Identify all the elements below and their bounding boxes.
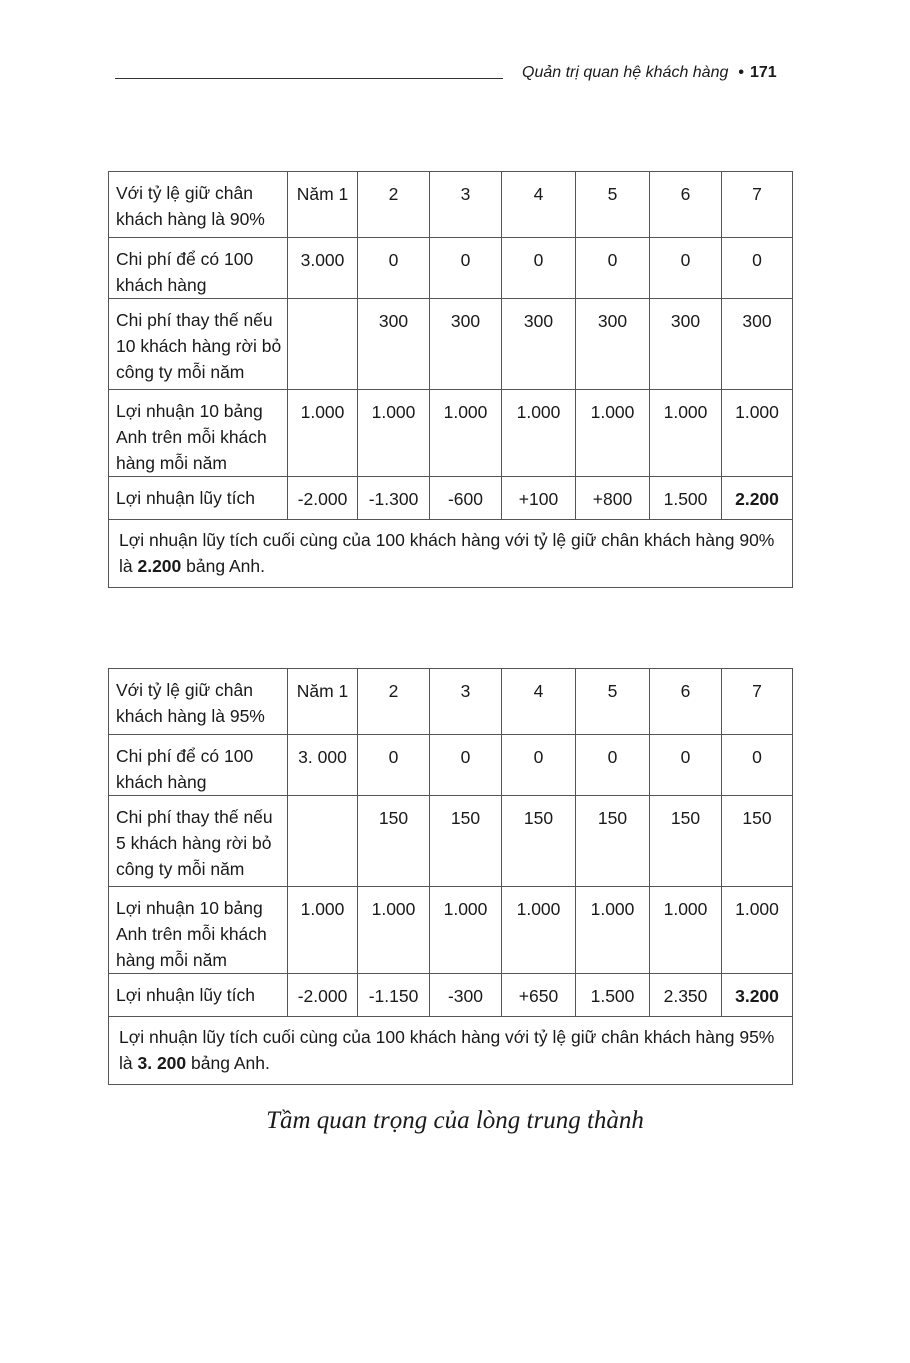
header-cell: Năm 1 xyxy=(288,172,358,238)
table-cell xyxy=(288,299,358,390)
retention-95-table xyxy=(108,668,793,1085)
table-cell: 0 xyxy=(430,735,502,796)
table-cell: 300 xyxy=(722,299,793,390)
header-cell: Năm 1 xyxy=(288,669,358,735)
table-cell: 0 xyxy=(502,238,576,299)
table-row xyxy=(109,390,793,477)
row-label: Chi phí để có 100 khách hàng xyxy=(109,735,288,796)
table-cell: 2.200 xyxy=(722,477,793,520)
table-cell: 2.350 xyxy=(650,974,722,1017)
summary-row xyxy=(109,520,793,588)
row-label: Chi phí thay thế nếu 5 khách hàng rời bỏ công ty mỗi năm xyxy=(109,796,288,887)
table-row xyxy=(109,796,793,887)
table-cell: -1.150 xyxy=(358,974,430,1017)
table-cell: 1.000 xyxy=(502,887,576,974)
table-cell: 0 xyxy=(722,238,793,299)
table-cell: 1.000 xyxy=(288,390,358,477)
table-cell: 3.000 xyxy=(288,238,358,299)
table-cell: 1.000 xyxy=(650,390,722,477)
table-cell: 1.000 xyxy=(288,887,358,974)
table-cell: 150 xyxy=(722,796,793,887)
summary-cell xyxy=(109,520,793,588)
table-cell: 1.000 xyxy=(576,390,650,477)
table-cell: 1.000 xyxy=(650,887,722,974)
table-row xyxy=(109,299,793,390)
running-header xyxy=(522,64,777,82)
table-cell: 0 xyxy=(650,735,722,796)
table-cell: 0 xyxy=(358,238,430,299)
header-cell: 3 xyxy=(430,669,502,735)
table-row xyxy=(109,735,793,796)
summary-value: 3. 200 xyxy=(137,1053,187,1073)
summary-unit: bảng Anh. xyxy=(186,1053,270,1073)
table-row xyxy=(109,887,793,974)
header-cell: 3 xyxy=(430,172,502,238)
table-cell: 1.000 xyxy=(722,390,793,477)
table-cell: +650 xyxy=(502,974,576,1017)
table-cell: +100 xyxy=(502,477,576,520)
summary-text: Lợi nhuận lũy tích cuối cùng của 100 khách hàng với tỷ lệ giữ chân khách hàng 90% là xyxy=(119,530,775,576)
header-cell: 2 xyxy=(358,669,430,735)
table-row xyxy=(109,477,793,520)
header-cell: Với tỷ lệ giữ chân khách hàng là 95% xyxy=(109,669,288,735)
table-cell: -2.000 xyxy=(288,974,358,1017)
table-cell: 0 xyxy=(502,735,576,796)
row-label: Chi phí thay thế nếu 10 khách hàng rời bỏ công ty mỗi năm xyxy=(109,299,288,390)
table-cell: -1.300 xyxy=(358,477,430,520)
table-cell: 3. 000 xyxy=(288,735,358,796)
table-cell: 150 xyxy=(576,796,650,887)
table-cell: 300 xyxy=(358,299,430,390)
table-cell: 3.200 xyxy=(722,974,793,1017)
header-cell: 6 xyxy=(650,172,722,238)
header-cell: 7 xyxy=(722,669,793,735)
header-rule xyxy=(115,78,503,79)
header-cell: 5 xyxy=(576,172,650,238)
table-cell: 0 xyxy=(650,238,722,299)
table-cell: 1.000 xyxy=(722,887,793,974)
header-cell: 2 xyxy=(358,172,430,238)
page-number: 171 xyxy=(749,64,777,81)
table-cell: 1.000 xyxy=(430,390,502,477)
table-cell: 150 xyxy=(430,796,502,887)
table-cell: -300 xyxy=(430,974,502,1017)
header-cell: 4 xyxy=(502,669,576,735)
table-cell: 300 xyxy=(650,299,722,390)
summary-unit: bảng Anh. xyxy=(181,556,265,576)
table-cell: 0 xyxy=(358,735,430,796)
table-cell: 1.000 xyxy=(358,390,430,477)
table-row xyxy=(109,974,793,1017)
table-cell: -2.000 xyxy=(288,477,358,520)
table-row xyxy=(109,238,793,299)
table-cell: 1.500 xyxy=(576,974,650,1017)
header-cell: Với tỷ lệ giữ chân khách hàng là 90% xyxy=(109,172,288,238)
header-cell: 6 xyxy=(650,669,722,735)
table-cell xyxy=(288,796,358,887)
table-cell: 300 xyxy=(502,299,576,390)
summary-value: 2.200 xyxy=(137,556,182,576)
header-cell: 7 xyxy=(722,172,793,238)
table-cell: 0 xyxy=(576,735,650,796)
table-cell: 300 xyxy=(430,299,502,390)
table-header-row xyxy=(109,669,793,735)
summary-cell xyxy=(109,1017,793,1085)
table-cell: 150 xyxy=(650,796,722,887)
table-cell: 150 xyxy=(358,796,430,887)
table-cell: 0 xyxy=(576,238,650,299)
table-cell: 1.000 xyxy=(358,887,430,974)
table-cell: 0 xyxy=(722,735,793,796)
table-cell: 150 xyxy=(502,796,576,887)
table-header-row xyxy=(109,172,793,238)
row-label: Chi phí để có 100 khách hàng xyxy=(109,238,288,299)
table-cell: 300 xyxy=(576,299,650,390)
table-cell: 0 xyxy=(430,238,502,299)
row-label: Lợi nhuận 10 bảng Anh trên mỗi khách hàng mỗi năm xyxy=(109,390,288,477)
header-bullet: • xyxy=(738,64,744,81)
table-cell: 1.500 xyxy=(650,477,722,520)
running-header-title: Quản trị quan hệ khách hàng xyxy=(522,64,729,81)
table-cell: -600 xyxy=(430,477,502,520)
header-cell: 5 xyxy=(576,669,650,735)
table-cell: 1.000 xyxy=(576,887,650,974)
row-label: Lợi nhuận 10 bảng Anh trên mỗi khách hàng mỗi năm xyxy=(109,887,288,974)
summary-text: Lợi nhuận lũy tích cuối cùng của 100 khách hàng với tỷ lệ giữ chân khách hàng 95% là xyxy=(119,1027,775,1073)
header-cell: 4 xyxy=(502,172,576,238)
table-cell: +800 xyxy=(576,477,650,520)
row-label: Lợi nhuận lũy tích xyxy=(109,477,288,520)
retention-90-table xyxy=(108,171,793,588)
table-cell: 1.000 xyxy=(502,390,576,477)
table-cell: 1.000 xyxy=(430,887,502,974)
summary-row xyxy=(109,1017,793,1085)
figure-caption: Tầm quan trọng của lòng trung thành xyxy=(266,1107,644,1134)
row-label: Lợi nhuận lũy tích xyxy=(109,974,288,1017)
